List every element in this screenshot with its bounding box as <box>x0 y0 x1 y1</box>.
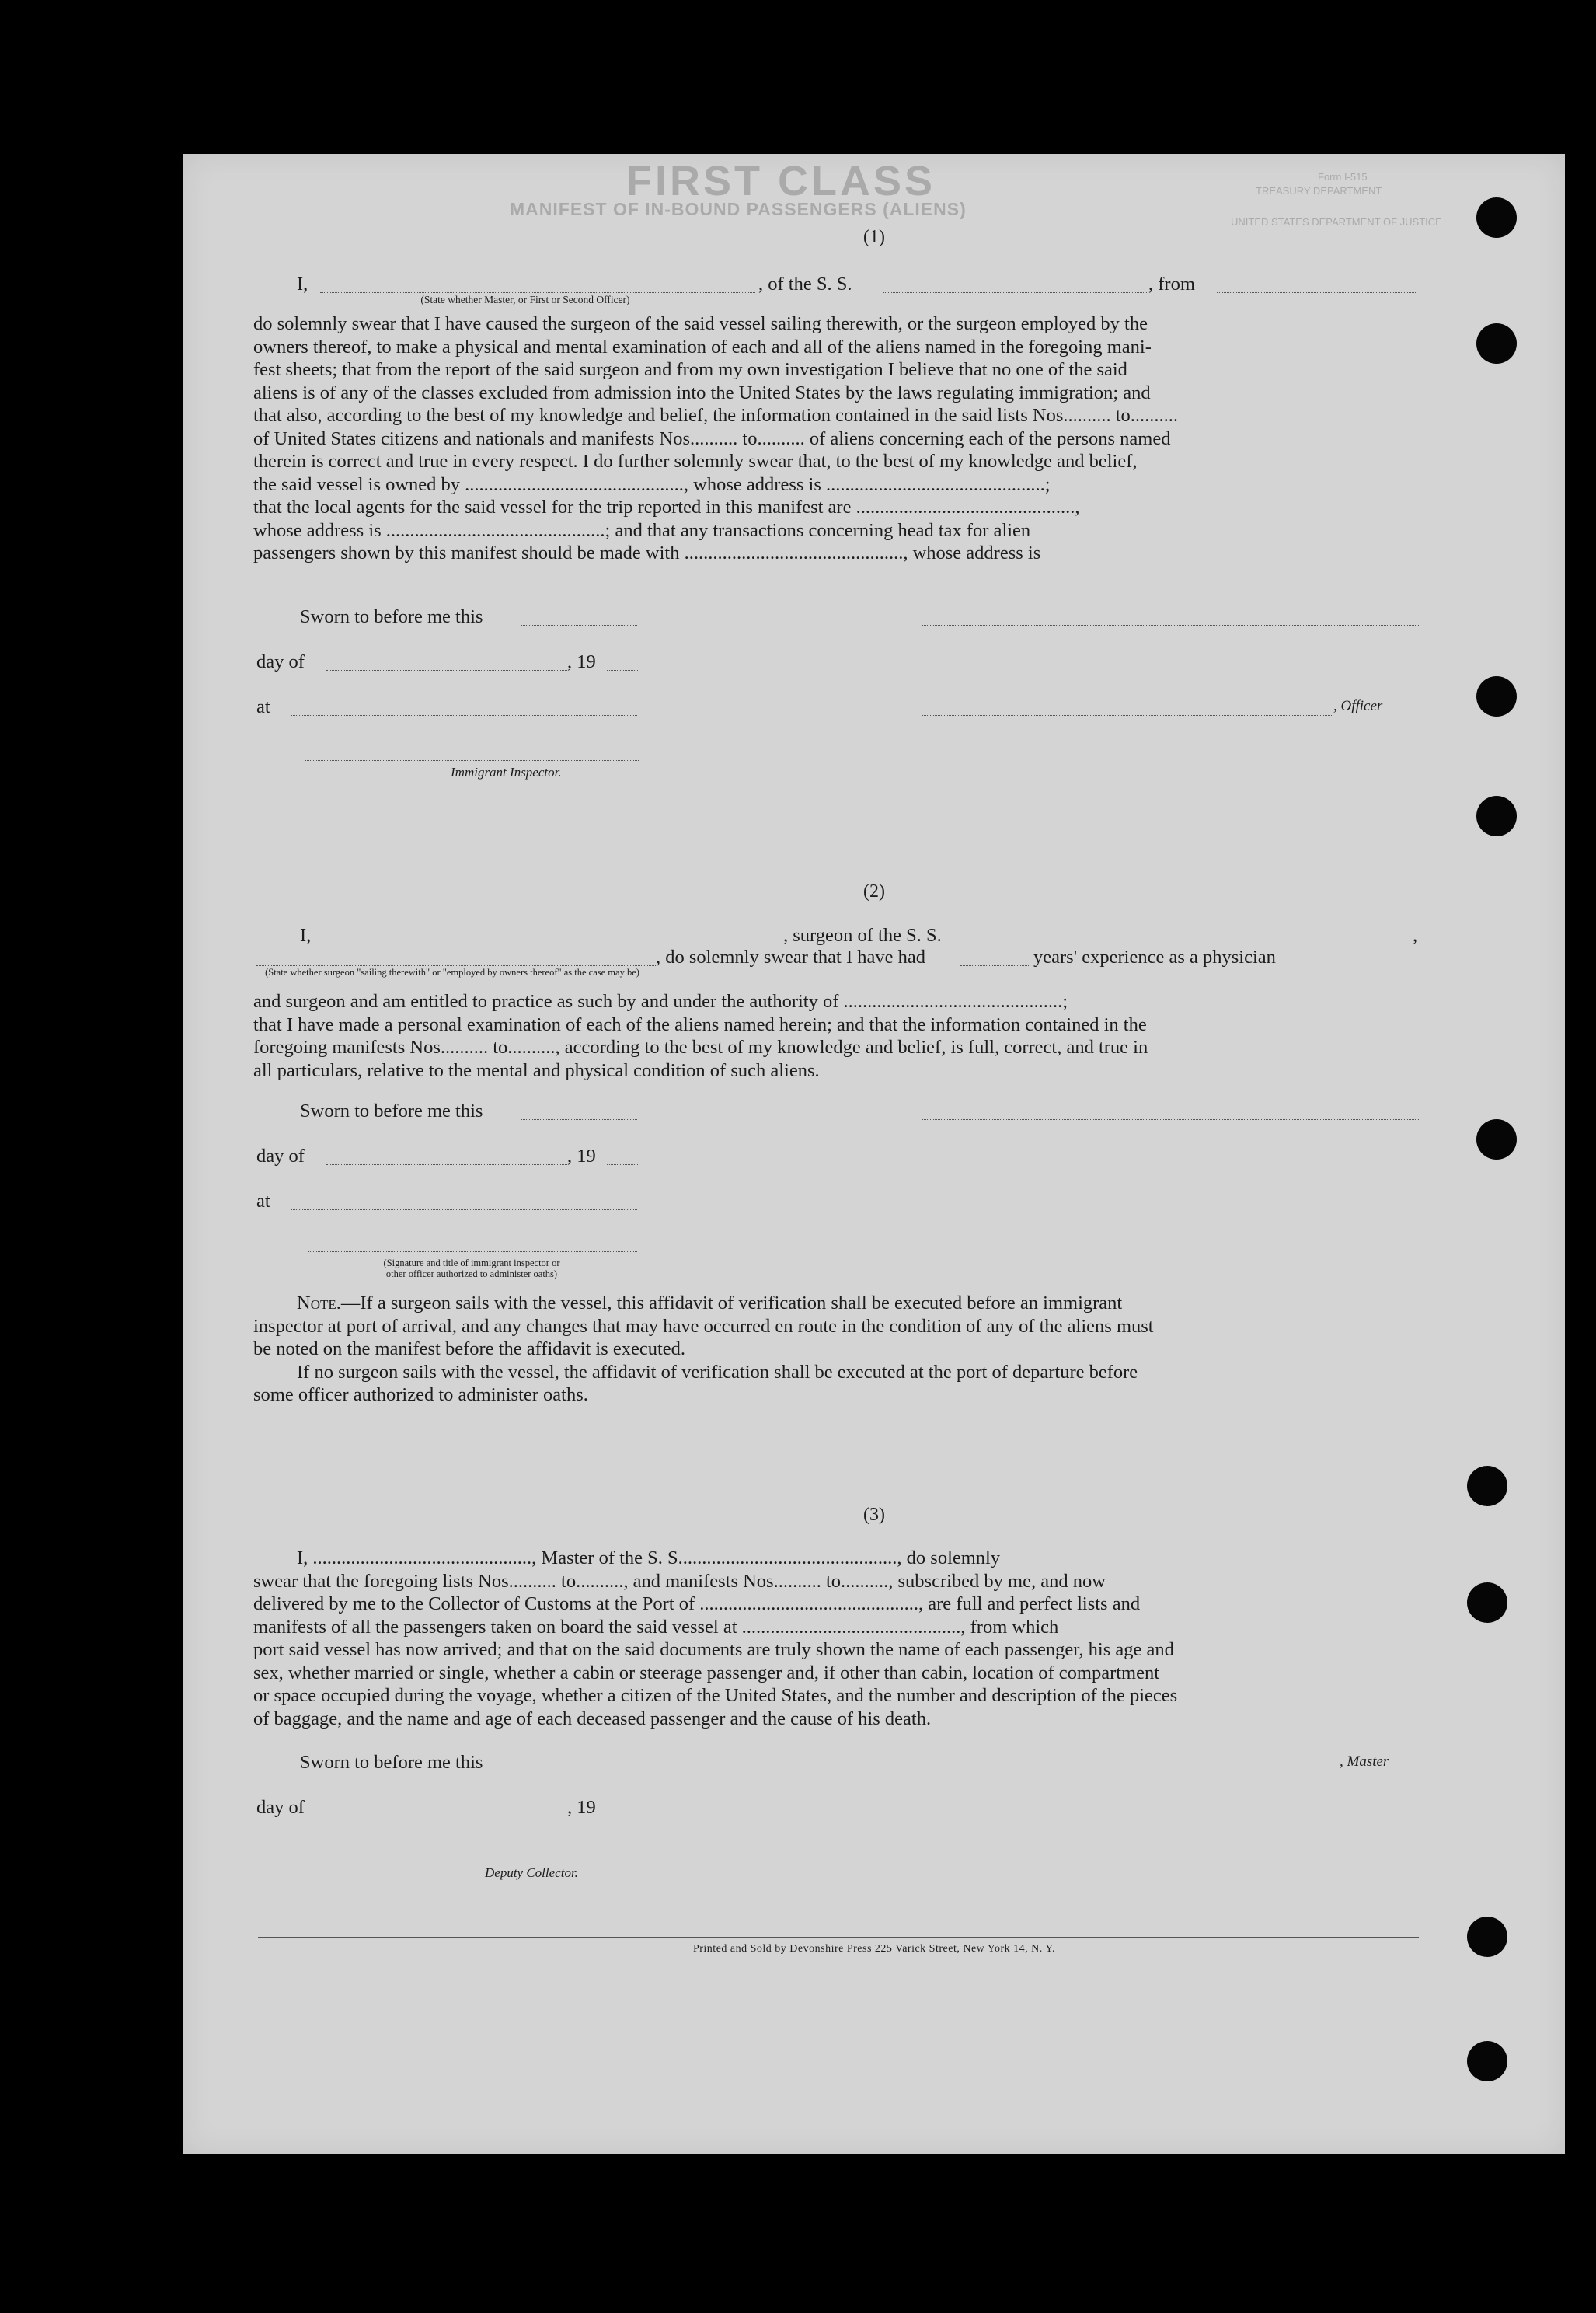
s2-ss-label: , surgeon of the S. S. <box>783 925 942 946</box>
s1-name-line <box>320 292 755 293</box>
s2-comma: , <box>1413 925 1418 946</box>
footer-rule <box>258 1937 1419 1938</box>
s3-nineteen: , 19 <box>567 1797 596 1818</box>
s3-line: I, .............................................., Master of the S. S.............................................., do solemnly <box>297 1547 1001 1568</box>
punch-hole <box>1467 1466 1507 1506</box>
punch-hole <box>1476 796 1517 836</box>
s1-port-line <box>1217 292 1417 293</box>
punch-hole <box>1476 197 1517 238</box>
printer-imprint: Printed and Sold by Devonshire Press 225 Varick Street, New York 14, N. Y. <box>692 1943 1056 1955</box>
s3-collector: Deputy Collector. <box>485 1865 578 1880</box>
s2-sig-caption-line: (Signature and title of immigrant inspector or <box>383 1258 560 1268</box>
s1-line: that the local agents for the said vessel for the trip reported in this manifest are .............................................., <box>253 497 1080 518</box>
s1-inspector-line <box>305 760 639 761</box>
s2-line: foregoing manifests Nos.......... to.........., according to the best of my knowledge and belief, is full, correct, and true in <box>253 1037 1148 1058</box>
punch-hole <box>1476 1119 1517 1160</box>
s1-officer-sig-line <box>922 625 1419 626</box>
s1-sworn-line <box>521 625 637 626</box>
s3-line: sex, whether married or single, whether a cabin or steerage passenger and, if other than cabin, location of compartment <box>253 1662 1160 1683</box>
s1-line: passengers shown by this manifest should be made with .............................................., whose address is <box>253 542 1041 563</box>
s2-at: at <box>256 1191 270 1212</box>
s2-line: that I have made a personal examination of each of the aliens named herein; and that the information contained in the <box>253 1013 1147 1035</box>
s3-master: , Master <box>1340 1753 1389 1770</box>
s2-caption: (State whether surgeon "sailing therewith" or "employed by owners thereof" as the case may be) <box>265 967 639 978</box>
s1-body <box>253 312 1419 565</box>
s2-i: I, <box>300 925 312 946</box>
s1-ss-label: , of the S. S. <box>758 274 852 295</box>
s1-at: at <box>256 696 270 717</box>
s2-note-line: some officer authorized to administer oaths. <box>253 1384 588 1405</box>
punch-hole <box>1476 323 1517 364</box>
s1-line: that also, according to the best of my knowledge and belief, the information contained in the said lists Nos.......... to.......... <box>253 405 1179 426</box>
note-label: Note. <box>297 1293 341 1313</box>
s2-sworn: Sworn to before me this <box>300 1101 483 1122</box>
s1-line: aliens is of any of the classes excluded from admission into the United States by the laws regulating immigration; and <box>253 382 1151 403</box>
s2-signature-line <box>308 1251 637 1252</box>
s1-line: do solemnly swear that I have caused the surgeon of the said vessel sailing therewith, or the surgeon employed by the <box>253 313 1148 334</box>
s3-line: swear that the foregoing lists Nos.......... to.........., and manifests Nos.......... to.........., subscribed by me, and now <box>253 1570 1106 1592</box>
s1-line: of United States citizens and nationals and manifests Nos.......... to.......... of aliens concerning each of the persons named <box>253 427 1171 449</box>
s3-body <box>253 1547 1419 1730</box>
s2-at-line <box>291 1209 637 1210</box>
s1-line: whose address is ..............................................; and that any transactions concerning head tax for alien <box>253 519 1031 541</box>
s1-ship-line <box>883 292 1147 293</box>
s1-sworn: Sworn to before me this <box>300 606 483 627</box>
s1-i: I, <box>297 274 308 295</box>
s3-line: or space occupied during the voyage, whether a citizen of the United States, and the number and description of the pieces <box>253 1685 1178 1706</box>
ghost-dept: TREASURY DEPARTMENT <box>1256 185 1382 197</box>
s1-line: therein is correct and true in every respect. I do further solemnly swear that, to the best of my knowledge and belief, <box>253 451 1138 472</box>
s2-line: all particulars, relative to the mental and physical condition of such aliens. <box>253 1059 820 1081</box>
s1-line: owners thereof, to make a physical and mental examination of each and all of the aliens named in the foregoing mani- <box>253 336 1152 358</box>
s2-note-line: inspector at port of arrival, and any changes that may have occurred en route in the condition of any of the aliens must <box>253 1315 1154 1337</box>
s2-surgeon-sig-line <box>922 1119 1419 1120</box>
s2-line: and surgeon and am entitled to practice as such by and under the authority of ..............................................; <box>253 991 1068 1012</box>
s2-line2-end: years' experience as a physician <box>1033 947 1276 968</box>
section-1-number: (1) <box>863 227 885 247</box>
s1-day-line <box>326 670 567 671</box>
section-2-number: (2) <box>863 881 885 902</box>
s3-line: delivered by me to the Collector of Customs at the Port of .............................................., are full and perfect lists and <box>253 1593 1141 1614</box>
s3-line: of baggage, and the name and age of each deceased passenger and the cause of his death. <box>253 1708 932 1729</box>
s1-at-line <box>291 715 637 716</box>
s1-day-of: day of <box>256 651 305 672</box>
s3-day-of: day of <box>256 1797 305 1818</box>
s2-day-line <box>326 1164 567 1165</box>
ghost-title: FIRST CLASS <box>626 158 936 204</box>
s2-body <box>253 990 1419 1082</box>
s2-note-text: —If a surgeon sails with the vessel, this affidavit of verification shall be executed before an immigrant <box>340 1293 1123 1313</box>
s1-year-line <box>607 670 638 671</box>
s2-note-line: If no surgeon sails with the vessel, the affidavit of verification shall be executed at the port of departure before <box>297 1361 1138 1383</box>
s2-line2: , do solemnly swear that I have had <box>656 947 925 968</box>
s2-note-line: be noted on the manifest before the affidavit is executed. <box>253 1338 686 1359</box>
s3-sworn: Sworn to before me this <box>300 1752 483 1773</box>
s3-line: manifests of all the passengers taken on board the said vessel at .............................................., from which <box>253 1616 1059 1638</box>
s1-nineteen: , 19 <box>567 651 596 672</box>
s3-line: port said vessel has now arrived; and that on the said documents are truly shown the name of each passenger, his age and <box>253 1639 1174 1660</box>
punch-hole <box>1467 2041 1507 2081</box>
s1-inspector: Immigrant Inspector. <box>451 765 562 780</box>
s2-years-line <box>960 965 1030 966</box>
s2-day-of: day of <box>256 1146 305 1167</box>
section-3-number: (3) <box>863 1505 885 1525</box>
s1-line: the said vessel is owned by .............................................., whose address is ..............................................; <box>253 473 1051 495</box>
s1-from-label: , from <box>1148 274 1195 295</box>
ghost-subtitle: MANIFEST OF IN-BOUND PASSENGERS (ALIENS) <box>510 199 967 219</box>
punch-hole <box>1476 676 1517 717</box>
punch-hole <box>1467 1582 1507 1623</box>
s2-role-line <box>256 965 656 966</box>
s1-line: fest sheets; that from the report of the said surgeon and from my own investigation I believe that no one of the said <box>253 359 1127 380</box>
ghost-dept2: UNITED STATES DEPARTMENT OF JUSTICE <box>1231 216 1442 228</box>
s2-note-line <box>253 1292 1419 1315</box>
s1-officer-line <box>922 715 1333 716</box>
ghost-form-info: Form I-515 <box>1318 171 1368 183</box>
s2-year-line <box>607 1164 638 1165</box>
punch-hole <box>1467 1917 1507 1957</box>
s2-sig-caption <box>305 1258 639 1279</box>
manifest-page <box>183 154 1565 2154</box>
s1-caption: (State whether Master, or First or Second Officer) <box>420 294 630 305</box>
s2-sig-caption-line: other officer authorized to administer oaths) <box>385 1268 558 1279</box>
s1-officer: , Officer <box>1333 698 1383 714</box>
s2-sworn-line <box>521 1119 637 1120</box>
s2-nineteen: , 19 <box>567 1146 596 1167</box>
s2-note <box>253 1292 1419 1407</box>
